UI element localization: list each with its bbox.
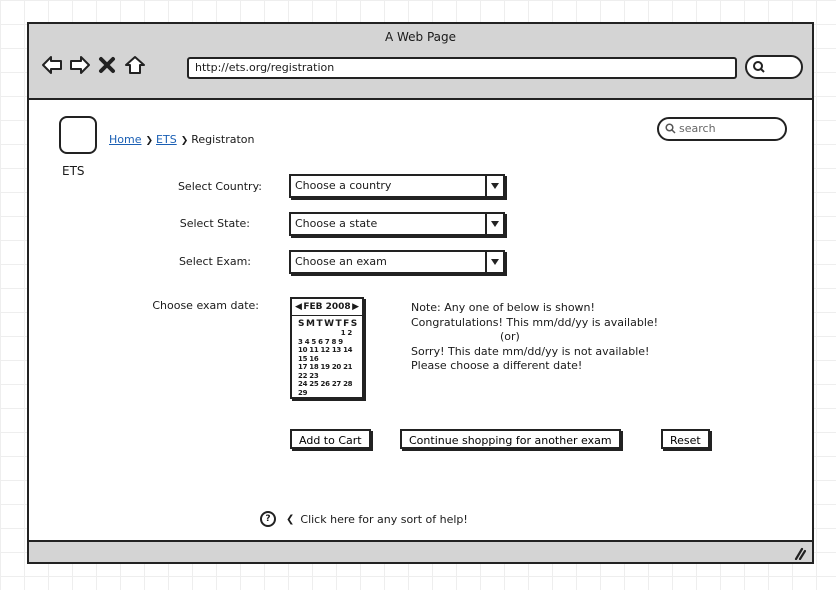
state-select-value: Choose a state [295,217,378,230]
browser-window [27,22,814,564]
exam-label: Select Exam: [178,255,251,268]
calendar-week[interactable]: 3 4 5 6 7 8 9 [298,337,343,346]
calendar-week[interactable]: 24 25 26 27 28 29 [298,380,353,397]
note-line: Please choose a different date! [411,359,583,372]
state-select[interactable] [289,212,505,236]
home-icon[interactable] [124,55,146,75]
breadcrumb [109,133,255,146]
breadcrumb-home[interactable]: Home [109,133,142,146]
note-line: Congratulations! This mm/dd/yy is available! [411,315,659,329]
browser-statusbar [29,540,812,562]
help-text[interactable]: Click here for any sort of help! [300,512,468,526]
calendar-widget[interactable] [290,297,364,399]
calendar-week[interactable]: 1 2 [340,329,352,337]
note-line: Sorry! This date mm/dd/yy is not available! [411,344,650,358]
country-select-value: Choose a country [295,179,392,192]
breadcrumb-current: Registraton [191,133,255,146]
exam-select[interactable] [289,250,505,274]
reset-button[interactable]: Reset [661,429,710,449]
exam-select-value: Choose an exam [295,255,387,268]
search-input[interactable] [657,117,787,141]
exam-date-label: Choose exam date: [152,299,259,312]
search-icon [665,123,676,134]
calendar-week[interactable]: 10 11 12 13 14 15 16 [298,346,353,363]
dropdown-arrow-icon[interactable] [485,176,503,196]
browser-titlebar [29,24,812,100]
chevron-right-icon: ❯ [180,136,189,146]
forward-arrow-icon[interactable] [69,55,91,75]
availability-note [411,301,658,374]
browser-search-button[interactable] [745,55,803,79]
dropdown-arrow-icon[interactable] [485,252,503,272]
logo-label: ETS [62,164,85,178]
chevron-left-icon: ❮ [286,513,295,525]
calendar-week[interactable]: 17 18 19 20 21 22 23 [298,363,353,380]
back-arrow-icon[interactable] [41,55,63,75]
note-line: (or) [500,330,520,343]
ets-logo [59,116,97,154]
help-link[interactable] [260,511,468,527]
state-label: Select State: [179,217,250,230]
resize-grip-icon[interactable] [792,546,806,560]
calendar-month: FEB 2008 [303,302,351,312]
search-icon [752,60,766,74]
country-label: Select Country: [177,180,262,193]
help-icon[interactable]: ? [260,511,276,527]
continue-shopping-button[interactable]: Continue shopping for another exam [400,429,621,449]
country-select[interactable] [289,174,505,198]
next-month-icon[interactable]: ▶ [352,302,359,312]
calendar-header [292,299,362,316]
calendar-weekdays: SMTWTFS [298,319,359,329]
chevron-right-icon: ❯ [145,136,154,146]
dropdown-arrow-icon[interactable] [485,214,503,234]
add-to-cart-button[interactable]: Add to Cart [290,429,371,449]
window-title: A Web Page [384,30,457,44]
url-input[interactable]: http://ets.org/registration [187,57,737,79]
search-placeholder: search [679,122,716,135]
prev-month-icon[interactable]: ◀ [295,302,302,312]
note-line: Note: Any one of below is shown! [411,301,595,314]
breadcrumb-ets[interactable]: ETS [156,133,177,146]
close-x-icon[interactable] [98,55,116,75]
